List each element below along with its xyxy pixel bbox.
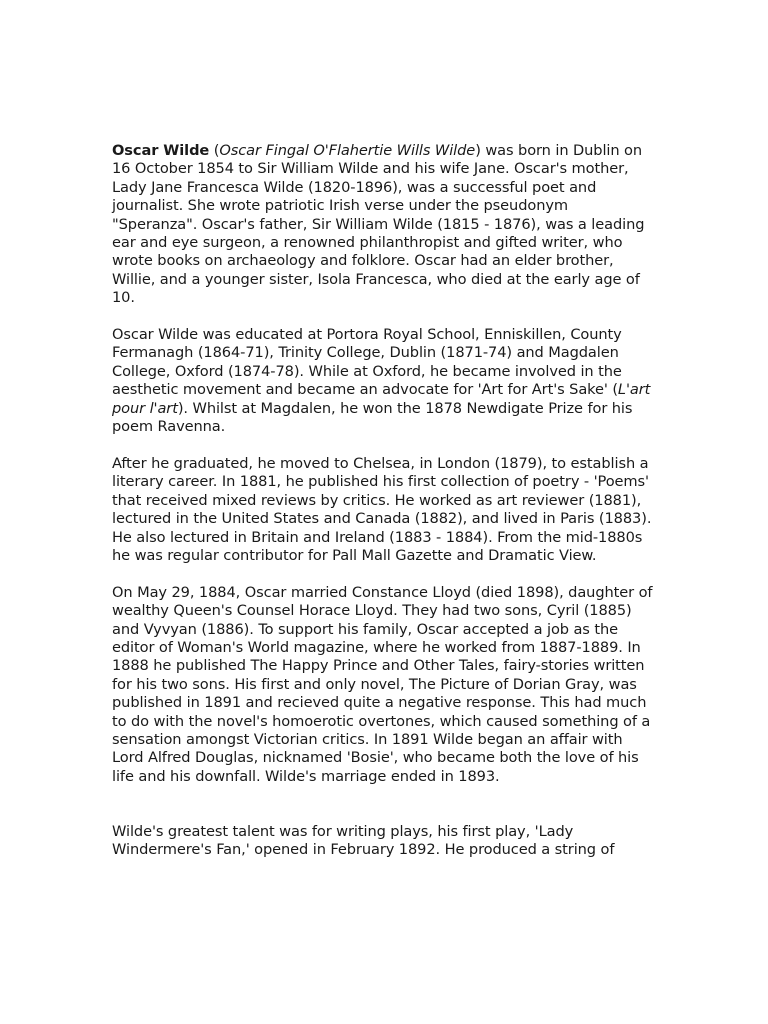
paragraph-education-text-after: ). Whilst at Magdalen, he won the 1878 Newdigate Prize for his poem Ravenna.: [112, 399, 633, 436]
paragraph-birth: [112, 142, 657, 308]
paragraph-education-italic: L'art pour l'art: [112, 381, 651, 417]
paragraph-education-text-before: Oscar Wilde was educated at Portora Royal School, Enniskillen, County Fermanagh (1864-71), Trinity College, Dublin (1871-74) and Magdalen College, Oxford (1874-78). While at Oxford, he became involved in the aesthetic movement and became an advocate for 'Art for Art's Sake' (: [112, 326, 622, 399]
paren-open: (: [209, 142, 220, 159]
subject-name: Oscar Wilde: [112, 142, 210, 159]
document-body: [112, 142, 657, 878]
paragraph-birth-text: ) was born in Dublin on 16 October 1854 to Sir William Wilde and his wife Jane. Oscar's mother, Lady Jane Francesca Wilde (1820-1896), was a successful poet and journalist. She wrote patriotic Irish verse under the pseudonym "Speranza". Oscar's father, Sir William Wilde (1815 - 1876), was a leading ear and eye surgeon, a renowned philanthropist and gifted writer, who wrote books on archaeology and folklore. Oscar had an elder brother, Willie, and a younger sister, Isola Francesca, who died at the early age of 10.: [112, 142, 645, 307]
full-name: Oscar Fingal O'Flahertie Wills Wilde: [219, 142, 476, 159]
paragraph-marriage: On May 29, 1884, Oscar married Constance Lloyd (died 1898), daughter of wealthy Queen's Counsel Horace Lloyd. They had two sons, Cyril (1885) and Vyvyan (1886). To support his family, Oscar accepted a job as the editor of Woman's World magazine, where he worked from 1887-1889. In 1888 he published The Happy Prince and Other Tales, fairy-stories written for his two sons. His first and only novel, The Picture of Dorian Gray, was published in 1891 and recieved quite a negative response. This had much to do with the novel's homoerotic overtones, which caused something of a sensation amongst Victorian critics. In 1891 Wilde began an affair with Lord Alfred Douglas, nicknamed 'Bosie', who became both the love of his life and his downfall. Wilde's marriage ended in 1893.: [112, 583, 653, 785]
paragraph-career: After he graduated, he moved to Chelsea, in London (1879), to establish a literary career. In 1881, he published his first collection of poetry - 'Poems' that received mixed reviews by critics. He worked as art reviewer (1881), lectured in the United States and Canada (1882), and lived in Paris (1883). He also lectured in Britain and Ireland (1883 - 1884). From the mid-1880s he was regular contributor for Pall Mall Gazette and Dramatic View.: [112, 454, 652, 564]
paragraph-education: [112, 326, 657, 436]
paragraph-plays: Wilde's greatest talent was for writing plays, his first play, 'Lady Windermere's Fan,' opened in February 1892. He produced a string of: [112, 822, 615, 859]
